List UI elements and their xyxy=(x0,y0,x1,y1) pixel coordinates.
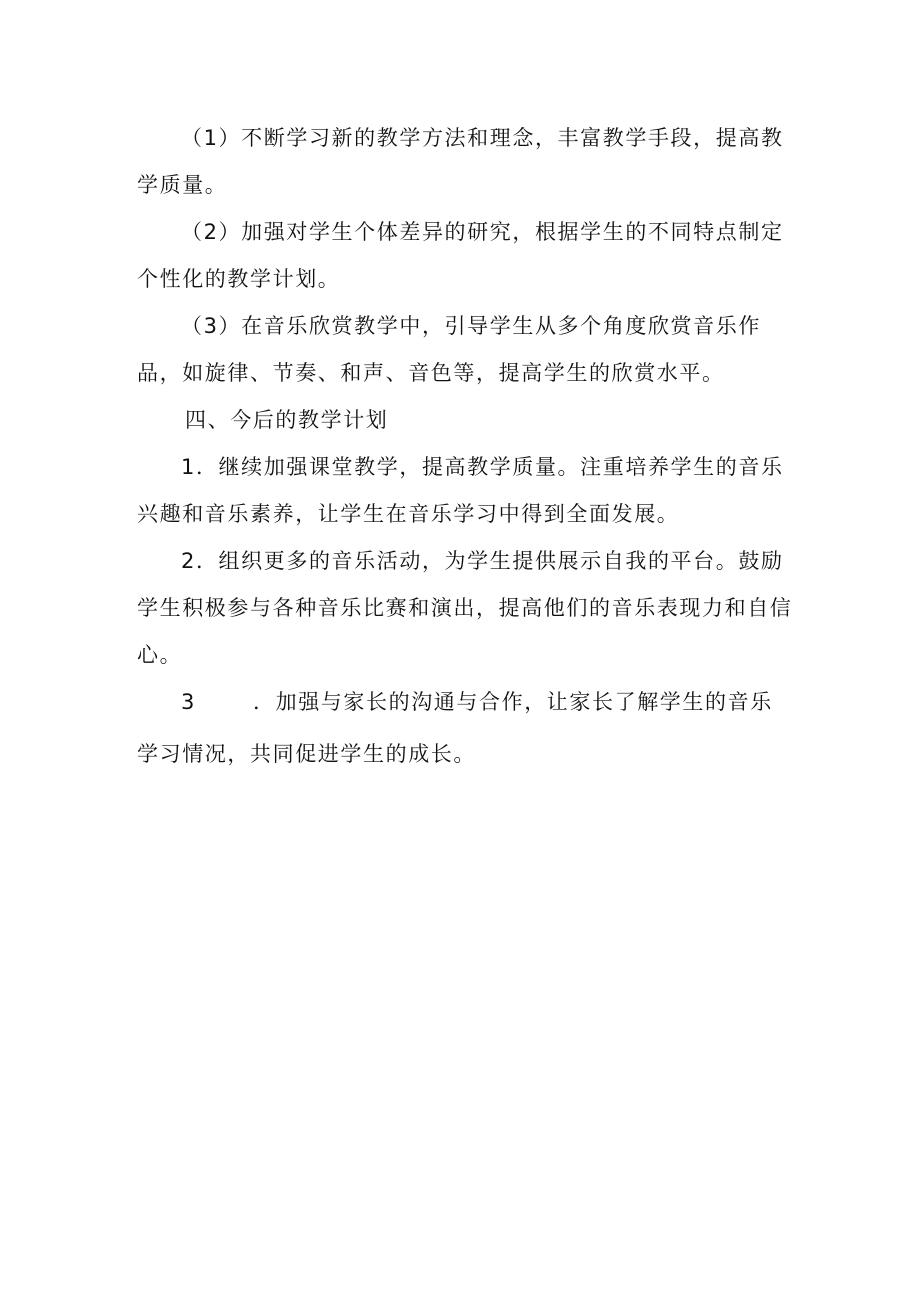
paragraph-1: （1）不断学习新的教学方法和理念，丰富教学手段，提高教学质量。 xyxy=(137,126,784,197)
paragraph-3: （3）在音乐欣赏教学中，引导学生从多个角度欣赏音乐作品，如旋律、节奏、和声、音色等，提高学生的欣赏水平。 xyxy=(137,314,761,385)
plan-item-3-number: 3 xyxy=(181,690,196,714)
section-heading: 四、今后的教学计划 xyxy=(185,408,389,432)
plan-item-2: 2．组织更多的音乐活动，为学生提供展示自我的平台。鼓励学生积极参与各种音乐比赛和演出，提高他们的音乐表现力和自信心。 xyxy=(137,549,793,667)
paragraph-2: （2）加强对学生个体差异的研究，根据学生的不同特点制定个性化的教学计划。 xyxy=(137,220,784,291)
plan-item-1: 1．继续加强课堂教学，提高教学质量。注重培养学生的音乐兴趣和音乐素养，让学生在音乐学习中得到全面发展。 xyxy=(137,455,784,526)
plan-item-3-text-line-1: ．加强与家长的沟通与合作，让家长了解学生的音乐 xyxy=(253,690,773,714)
plan-item-3-line-1 xyxy=(137,679,797,726)
plan-item-3-line-2: 学习情况，共同促进学生的成长。 xyxy=(137,742,476,766)
document-body xyxy=(137,115,797,778)
